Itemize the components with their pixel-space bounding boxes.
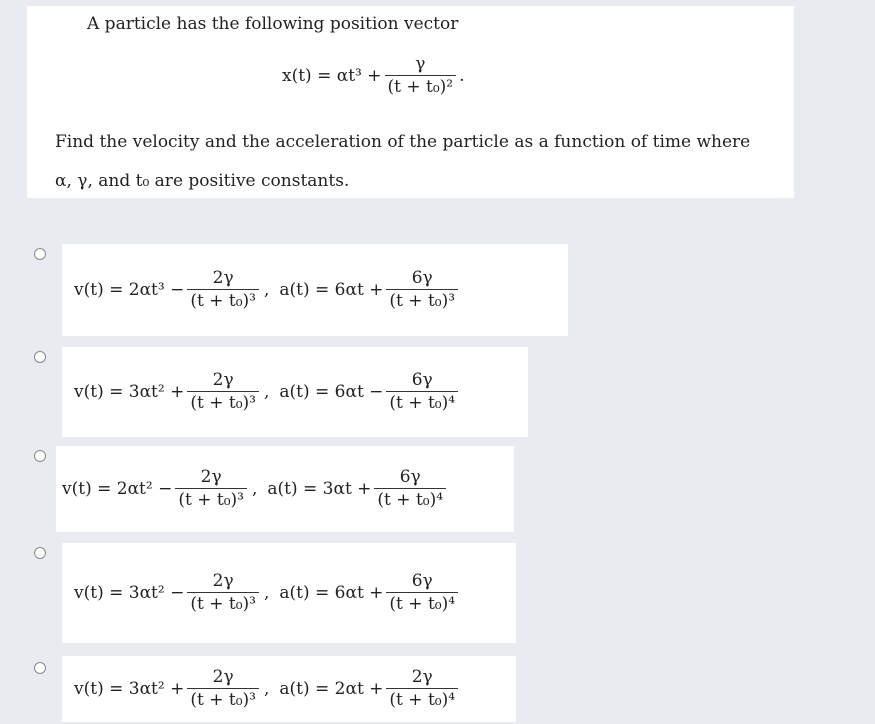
- option-3-comma: ,: [251, 479, 258, 499]
- option-1-radio[interactable]: [34, 248, 46, 260]
- option-3-acceleration-fraction: [374, 467, 446, 511]
- option-5[interactable]: [62, 656, 516, 722]
- option-2-equation: [74, 347, 461, 437]
- position-tail: .: [459, 66, 465, 87]
- option-2-acceleration-lhs: a(t) = 6αt −: [279, 382, 384, 402]
- option-3-velocity-fraction: [175, 467, 247, 511]
- option-4-acceleration-numerator: 6γ: [386, 571, 458, 593]
- option-2-radio[interactable]: [34, 351, 46, 363]
- option-2-comma: ,: [263, 382, 270, 402]
- option-1-comma: ,: [263, 280, 270, 300]
- option-2[interactable]: [62, 347, 528, 437]
- option-5-velocity-lhs: v(t) = 3αt² +: [74, 679, 185, 699]
- option-3[interactable]: [56, 446, 514, 532]
- option-5-velocity-denominator: (t + t₀)³: [190, 690, 256, 711]
- option-4-comma: ,: [263, 583, 270, 603]
- option-4-equation: [74, 543, 461, 643]
- position-denominator: (t + t₀)²: [387, 77, 454, 98]
- option-1-acceleration-numerator: 6γ: [386, 268, 458, 290]
- option-2-acceleration-numerator: 6γ: [386, 370, 458, 392]
- option-2-velocity-lhs: v(t) = 3αt² +: [74, 382, 185, 402]
- option-1-velocity-numerator: 2γ: [187, 268, 259, 290]
- option-1-acceleration-fraction: [386, 268, 458, 312]
- option-5-acceleration-denominator: (t + t₀)⁴: [389, 690, 456, 711]
- option-2-velocity-numerator: 2γ: [187, 370, 259, 392]
- position-equation: [282, 54, 465, 98]
- option-1-acceleration-denominator: (t + t₀)³: [389, 291, 456, 312]
- option-5-acceleration-lhs: a(t) = 2αt +: [279, 679, 384, 699]
- option-1-equation: [74, 244, 461, 336]
- position-numerator: γ: [385, 54, 457, 76]
- option-4-acceleration-fraction: [386, 571, 458, 615]
- option-1-acceleration-lhs: a(t) = 6αt +: [279, 280, 384, 300]
- option-3-equation: [62, 446, 449, 532]
- option-3-acceleration-lhs: a(t) = 3αt +: [267, 479, 372, 499]
- option-5-acceleration-numerator: 2γ: [386, 667, 458, 689]
- option-4-radio[interactable]: [34, 547, 46, 559]
- option-2-velocity-fraction: [187, 370, 259, 414]
- option-1-velocity-lhs: v(t) = 2αt³ −: [74, 280, 185, 300]
- option-2-acceleration-fraction: [386, 370, 458, 414]
- option-5-velocity-fraction: [187, 667, 259, 711]
- option-4-acceleration-denominator: (t + t₀)⁴: [389, 594, 456, 615]
- option-1-velocity-fraction: [187, 268, 259, 312]
- option-3-acceleration-numerator: 6γ: [374, 467, 446, 489]
- option-5-equation: [74, 656, 461, 722]
- question-prompt-line2: α, γ, and t₀ are positive constants.: [55, 171, 350, 191]
- option-3-velocity-denominator: (t + t₀)³: [178, 490, 244, 511]
- option-4[interactable]: [62, 543, 516, 643]
- option-3-acceleration-denominator: (t + t₀)⁴: [377, 490, 444, 511]
- option-5-velocity-numerator: 2γ: [187, 667, 259, 689]
- option-2-velocity-denominator: (t + t₀)³: [190, 393, 256, 414]
- option-4-velocity-denominator: (t + t₀)³: [190, 594, 256, 615]
- option-3-velocity-lhs: v(t) = 2αt² −: [62, 479, 173, 499]
- position-fraction: [385, 54, 457, 98]
- option-3-radio[interactable]: [34, 450, 46, 462]
- option-4-velocity-numerator: 2γ: [187, 571, 259, 593]
- position-lhs: x(t) = αt³ +: [282, 66, 382, 87]
- option-1[interactable]: [62, 244, 568, 336]
- option-4-velocity-lhs: v(t) = 3αt² −: [74, 583, 185, 603]
- option-4-velocity-fraction: [187, 571, 259, 615]
- question-panel: [27, 6, 794, 198]
- question-prompt-line1: Find the velocity and the acceleration of the particle as a function of time where: [55, 132, 751, 152]
- option-1-velocity-denominator: (t + t₀)³: [190, 291, 256, 312]
- option-5-acceleration-fraction: [386, 667, 458, 711]
- option-5-comma: ,: [263, 679, 270, 699]
- option-3-velocity-numerator: 2γ: [175, 467, 247, 489]
- question-intro: A particle has the following position vector: [87, 14, 459, 34]
- option-2-acceleration-denominator: (t + t₀)⁴: [389, 393, 456, 414]
- option-4-acceleration-lhs: a(t) = 6αt +: [279, 583, 384, 603]
- option-5-radio[interactable]: [34, 662, 46, 674]
